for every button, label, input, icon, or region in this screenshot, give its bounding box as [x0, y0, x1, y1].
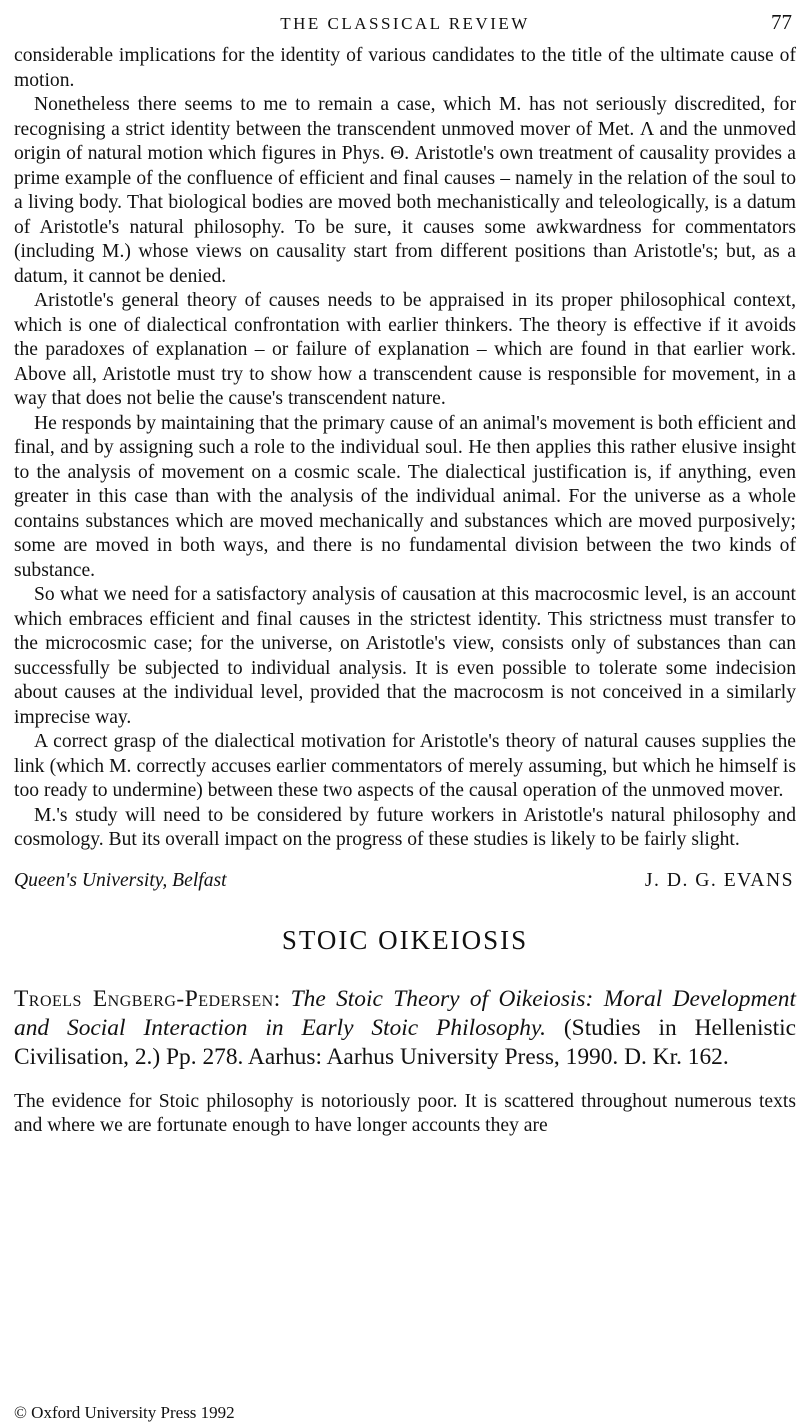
page-number: 77 — [771, 10, 792, 34]
section-title: STOIC OIKEIOSIS — [281, 924, 529, 955]
journal-page — [14, 10, 796, 1139]
paragraph: So what we need for a satisfactory analysis of causation at this macrocosmic level, is an account which embraces efficient and final causes in the strictest identity. This strictness must transfer to the microcosmic case; for the universe, on Aristotle's view, consists only of substances than can successfully be subjected to individual analysis. It is even possible to tolerate some indecision about causes at the individual level, provided that the macrocosm is not conceived in a similarly imprecise way. — [14, 584, 796, 728]
book-author: Troels Engberg-Pedersen — [14, 985, 274, 1012]
running-head: THE CLASSICAL REVIEW — [280, 14, 530, 33]
paragraph: Aristotle's general theory of causes needs to be appraised in its proper philosophical context, which is one of dialectical confrontation with earlier thinkers. The theory is effective if it avoids the paradoxes of explanation – or failure of explanation – which are found in that earlier work. Above all, Aristotle must try to show how a transcendent cause is responsible for movement, in a way that does not belie the cause's transcendent nature. — [14, 290, 796, 409]
paragraph: considerable implications for the identity of various candidates to the title of the ultimate cause of motion. — [14, 45, 796, 91]
page-header — [14, 10, 796, 44]
citation-colon: : — [273, 985, 291, 1012]
reviewer-affiliation: Queen's University, Belfast — [14, 869, 227, 891]
copyright-notice: © Oxford University Press 1992 — [14, 1403, 235, 1422]
review-opening — [14, 1090, 796, 1139]
paragraph: He responds by maintaining that the primary cause of an animal's movement is both efficient and final, and by assigning such a role to the individual soul. He then applies this rather elusive insight to the analysis of movement on a cosmic scale. The dialectical justification is, if anything, even greater in this case than with the analysis of the individual animal. For the universe as a whole contains substances which are moved mechanically and substances which are moved purposively; some are moved in both ways, and there is no fundamental division between the two kinds of substance. — [14, 412, 796, 581]
reviewer-name: J. D. G. EVANS — [644, 869, 794, 891]
paragraph: M.'s study will need to be considered by future workers in Aristotle's natural philosophy and cosmology. But its overall impact on the progress of these studies is likely to be fairly slight. — [14, 804, 796, 850]
book-title: The Stoic Theory of Oikeiosis: Moral Development and Social Interaction in Early Stoic Philosophy. — [14, 985, 796, 1041]
paragraph: Nonetheless there seems to me to remain a case, which M. has not seriously discredited, for recognising a strict identity between the transcendent unmoved mover of Met. Λ and the unmoved origin of natural motion which figures in Phys. Θ. Aristotle's own treatment of causality provides a prime example of the confluence of efficient and final causes – namely in the relation of the soul to a living body. That biological bodies are moved both mechanistically and teleologically, is a datum of Aristotle's natural philosophy. To be sure, it causes some awkwardness for commentators (including M.) whose views on causality start from different positions than Aristotle's; but, as a datum, it cannot be denied. — [14, 94, 796, 287]
book-details: (Studies in Hellenistic Civilisation, 2.) Pp. 278. Aarhus: Aarhus University Press, 1990. D. Kr. 162. — [14, 1014, 796, 1070]
paragraph: The evidence for Stoic philosophy is notoriously poor. It is scattered throughout numerous texts and where we are fortunate enough to have longer accounts they are — [14, 1090, 796, 1136]
paragraph: A correct grasp of the dialectical motivation for Aristotle's theory of natural causes supplies the link (which M. correctly accuses earlier commentators of merely assuming, but which he himself is too ready to undermine) between these two aspects of the causal operation of the unmoved mover. — [14, 731, 796, 801]
review-body — [14, 44, 796, 853]
book-citation — [14, 985, 796, 1072]
review-signature — [14, 869, 796, 893]
